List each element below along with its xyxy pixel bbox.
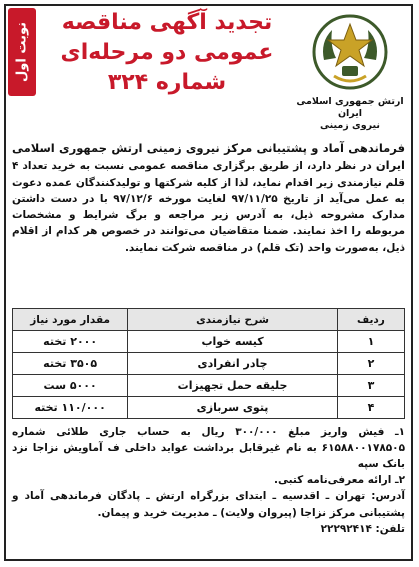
title-line-2: عمومی دو مرحله‌ای: [60, 40, 274, 65]
note-payment: ۱ـ فیش واریز مبلغ ۳۰۰/۰۰۰ ریال به حساب جاری طلائی شماره ۶۱۵۸۸۰۰۱۷۸۵۰۵ به نام غیرقابل برداشت عواید داخلی ف آماویش نزاجا نزد بانک سپه: [12, 426, 406, 470]
org-name-line-2: نیروی زمینی: [320, 120, 380, 131]
requirements-table: [12, 308, 405, 419]
row-number: ۲: [337, 353, 404, 375]
address-text: آدرس: تهران ـ اقدسیه ـ ابتدای بزرگراه ارتش ـ پادگان فرماندهی آماد و پشتیبانی مرکز نزاجا (پیروان ولایت) ـ مدیریت خرید و پیمان.: [12, 490, 405, 519]
row-description: کیسه خواب: [128, 331, 338, 353]
row-quantity: ۳۵۰۵ تخته: [13, 353, 128, 375]
header-description: شرح نیازمندی: [128, 309, 338, 331]
table-header-row: [13, 309, 405, 331]
title-block: [42, 8, 292, 98]
intro-body: در نظر دارد، از طریق برگزاری مناقصه عمومی نسبت به خرید تعداد ۴ قلم نیازمندی زیر اقدام نماید، لذا از کلیه شرکتها و تولیدکنندگان عمده دعوت به عمل می‌آید از تاریخ ۹۷/۱۱/۲۵ لغایت مورخه ۹۷/۱۲/۶ با در دست داشتن مدارک مشروحه ذیل، به آدرس زیر مراجعه و برگ شرایط و مشخصات مربوطه را اخذ نمایند. ضمنا متقاضیان می‌توانند در خصوص هر کدام از اقلام ذیل، به‌صورت واحد (تک قلم) در مناقصه شرکت نمایند.: [12, 160, 405, 254]
row-description: جلیقه حمل تجهیزات: [128, 375, 338, 397]
table-row: [13, 353, 405, 375]
organization-block: [295, 12, 405, 132]
publication-stamp: نوبت اول: [8, 8, 36, 96]
row-description: چادر انفرادی: [128, 353, 338, 375]
army-emblem-icon: [310, 12, 390, 92]
table-row: [13, 397, 405, 419]
title-line-1: تجدید آگهی مناقصه: [61, 10, 273, 35]
note-introduction-letter: ۲ـ ارائه معرفی‌نامه کتبی.: [273, 474, 405, 486]
row-number: ۱: [337, 331, 404, 353]
row-quantity: ۵۰۰۰ ست: [13, 375, 128, 397]
row-quantity: ۲۰۰۰ تخته: [13, 331, 128, 353]
tender-advertisement: [4, 4, 413, 561]
phone-number: تلفن: ۲۲۲۹۲۴۱۴: [320, 523, 405, 535]
row-quantity: ۱۱۰/۰۰۰ تخته: [13, 397, 128, 419]
contact-address: [12, 488, 405, 538]
intro-lead: فرماندهی آماد و پشتیبانی مرکز نیروی زمینی ارتش جمهوری اسلامی ایران: [12, 141, 405, 173]
org-name-line-1: ارتش جمهوری اسلامی ایران: [296, 96, 404, 119]
title-line-3: شماره ۳۲۴: [107, 70, 227, 95]
table-row: [13, 375, 405, 397]
header-row-number: ردیف: [337, 309, 404, 331]
row-description: پتوی سربازی: [128, 397, 338, 419]
row-number: ۳: [337, 375, 404, 397]
row-number: ۴: [337, 397, 404, 419]
required-documents: [12, 424, 405, 488]
table-row: [13, 331, 405, 353]
intro-paragraph: [12, 140, 405, 256]
header-quantity: مقدار مورد نیاز: [13, 309, 128, 331]
